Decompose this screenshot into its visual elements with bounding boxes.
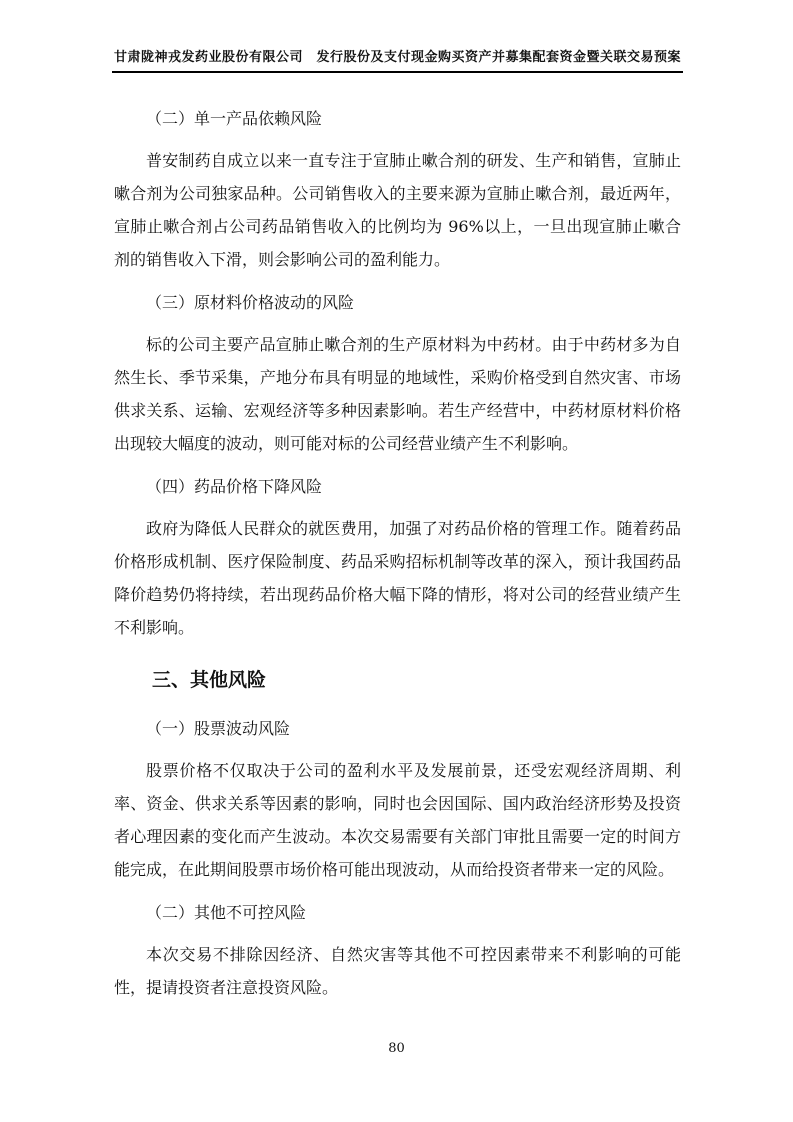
document-body [114,92,681,1013]
paragraph-other-uncontrollable-risk: 本次交易不排除因经济、自然灾害等其他不可控因素带来不利影响的可能性，提请投资者注意投资风险。 [114,945,681,997]
running-header: 甘肃陇神戎发药业股份有限公司 发行股份及支付现金购买资产并募集配套资金暨关联交易预案 [112,46,683,73]
paragraph-stock-volatility-risk: 股票价格不仅取决于公司的盈利水平及发展前景，还受宏观经济周期、利率、资金、供求关系等因素的影响，同时也会因国际、国内政治经济形势及投资者心理因素的变化而产生波动。本次交易需要有关部门审批且需要一定的时间方能完成，在此期间股票市场价格可能出现波动，从而给投资者带来一定的风险。 [114,761,681,879]
sub-heading-stock-volatility-risk: （一）股票波动风险 [146,719,291,738]
paragraph-raw-material-price-risk: 标的公司主要产品宣肺止嗽合剂的生产原材料为中药材。由于中药材多为自然生长、季节采集，产地分布具有明显的地域性，采购价格受到自然灾害、市场供求关系、运输、宏观经济等多种因素影响。若生产经营中，中药材原材料价格出现较大幅度的波动，则可能对标的公司经营业绩产生不利影响。 [114,335,681,453]
section-heading-other-risks: 三、其他风险 [152,669,267,691]
sub-heading-drug-price-decline-risk: （四）药品价格下降风险 [146,477,323,496]
sub-heading-raw-material-price-risk: （三）原材料价格波动的风险 [146,293,355,312]
sub-heading-other-uncontrollable-risk: （二）其他不可控风险 [146,903,307,922]
paragraph-single-product-risk: 普安制药自成立以来一直专注于宣肺止嗽合剂的研发、生产和销售，宣肺止嗽合剂为公司独家品种。公司销售收入的主要来源为宣肺止嗽合剂，最近两年，宣肺止嗽合剂占公司药品销售收入的比例均为 96%以上，一旦出现宣肺止嗽合剂的销售收入下滑，则会影响公司的盈利能力。 [114,151,681,269]
paragraph-drug-price-decline-risk: 政府为降低人民群众的就医费用，加强了对药品价格的管理工作。随着药品价格形成机制、医疗保险制度、药品采购招标机制等改革的深入，预计我国药品降价趋势仍将持续，若出现药品价格大幅下降的情形，将对公司的经营业绩产生不利影响。 [114,519,681,637]
sub-heading-single-product-risk: （二）单一产品依赖风险 [146,109,323,128]
page-number: 80 [388,1041,405,1056]
